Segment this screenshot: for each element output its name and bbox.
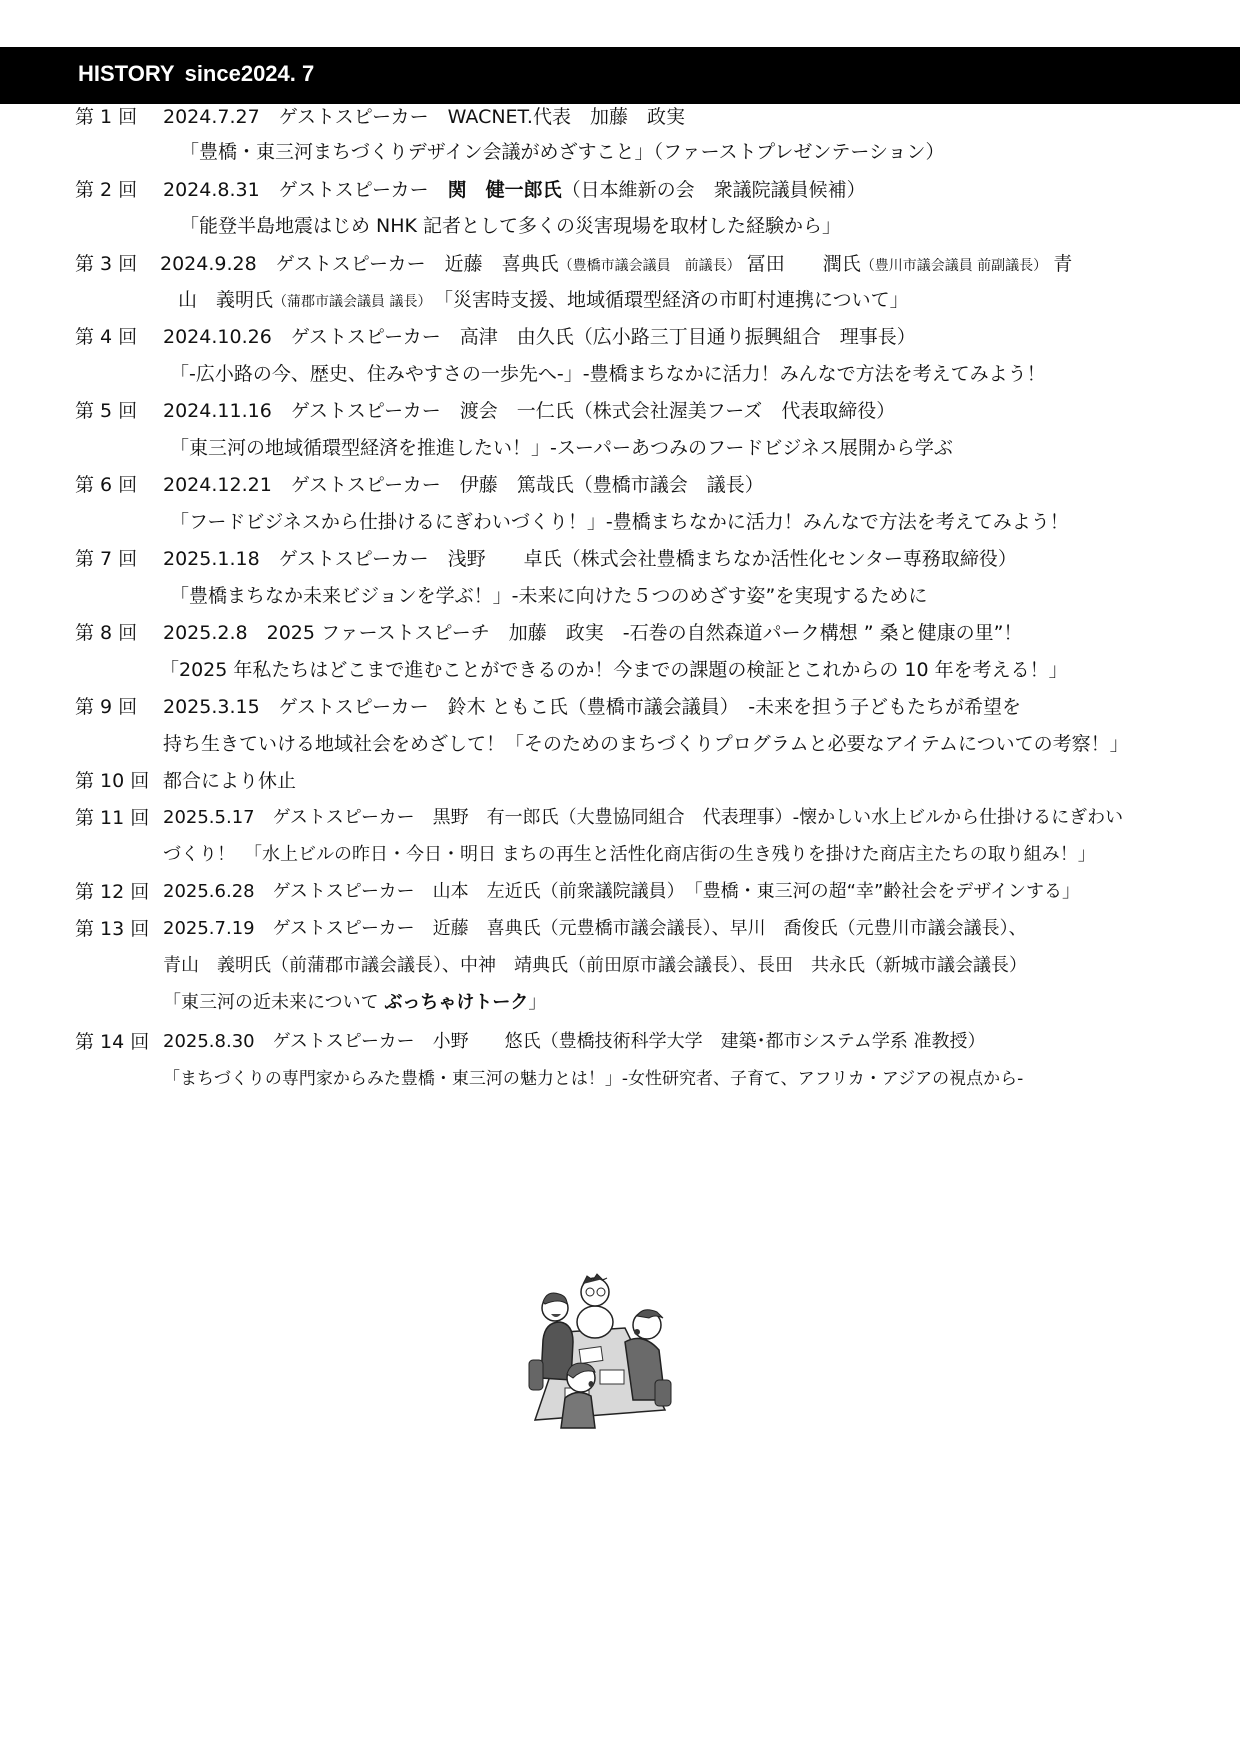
session-number: 第 10 回 xyxy=(75,770,150,792)
session-date: 2025.8.30 xyxy=(163,1031,255,1052)
session-6-topic: 「フードビジネスから仕掛けるにぎわいづくり！」-豊橋まちなかに活力！みんなで方法を考えてみよう！ xyxy=(170,511,1069,533)
session-role: ゲストスピーカー xyxy=(290,474,441,496)
session-role: ゲストスピーカー xyxy=(272,881,415,902)
speaker-affiliation: （大豊協同組合 代表理事）-懐かしい水上ビルから仕掛けるにぎわい xyxy=(558,807,1124,828)
session-detail xyxy=(160,250,1072,280)
session-role: ゲストスピーカー xyxy=(272,918,415,939)
session-subtitle: -石巻の自然森道パーク構想 ” 桑と健康の里”！ xyxy=(622,622,1023,644)
session-role: ゲストスピーカー xyxy=(272,1031,415,1052)
session-role: 2025 ファーストスピーチ xyxy=(266,622,490,644)
session-date: 2025.7.19 xyxy=(163,918,255,939)
session-number: 第 5 回 xyxy=(75,400,138,422)
speaker-name: 浅野 卓氏 xyxy=(447,548,562,570)
session-4-topic: 「-広小路の今、歴史、住みやすさの一歩先へ-」-豊橋まちなかに活力！みんなで方法を考えてみよう！ xyxy=(170,363,1046,385)
session-role: ゲストスピーカー xyxy=(272,807,415,828)
session-number: 第 4 回 xyxy=(75,326,138,348)
speaker-name: 黒野 有一郎氏 xyxy=(432,807,559,828)
speaker-name: 鈴木 ともこ氏 xyxy=(447,696,568,718)
speaker-name: 高津 由久氏 xyxy=(459,326,574,348)
speaker-name: 近藤 喜典氏 xyxy=(432,918,541,939)
session-role: ゲストスピーカー xyxy=(278,106,429,128)
speaker-affiliation: （元豊橋市議会議長）、早川 喬俊氏（元豊川市議会議長）、 xyxy=(540,918,1027,939)
speaker-name: 伊藤 篤哉氏 xyxy=(459,474,574,496)
speaker-name: 小野 悠氏 xyxy=(432,1031,541,1052)
session-detail xyxy=(163,323,916,351)
speaker-affiliation: （前衆議院議員） 「豊橋・東三河の超“幸”齢社会をデザインする」 xyxy=(540,881,1081,902)
chair-icon xyxy=(529,1360,543,1390)
speaker-name: WACNET.代表 加藤 政実 xyxy=(447,106,685,128)
session-detail xyxy=(163,103,685,131)
session-note: 都合により休止 xyxy=(163,770,297,792)
speaker-name-fragment: 青 xyxy=(1053,253,1073,275)
session-detail xyxy=(163,693,1021,721)
session-2-topic: 「能登半島地震はじめ NHK 記者として多くの災害現場を取材した経験から」 xyxy=(180,215,842,237)
session-date: 2024.10.26 xyxy=(163,326,272,348)
session-number: 第 8 回 xyxy=(75,622,138,644)
person-bottom-body xyxy=(561,1392,595,1428)
session-3-line2 xyxy=(178,286,909,316)
session-number: 第 7 回 xyxy=(75,548,138,570)
session-date: 2024.11.16 xyxy=(163,400,272,422)
person-bottom-mouth xyxy=(589,1381,594,1387)
session-role: ゲストスピーカー xyxy=(290,400,441,422)
since-label: since2024. 7 xyxy=(184,61,315,86)
session-1-topic: 「豊橋・東三河まちづくりデザイン会議がめざすこと」（ファーストプレゼンテーション） xyxy=(180,141,945,163)
speaker-affiliation: （豊橋市議会議員 前議長） xyxy=(558,258,741,274)
session-role: ゲストスピーカー xyxy=(290,326,441,348)
session-role: ゲストスピーカー xyxy=(275,253,426,275)
speaker-name: 山本 左近氏 xyxy=(432,881,541,902)
session-detail xyxy=(163,619,1022,647)
session-number: 第 13 回 xyxy=(75,918,150,940)
session-date: 2025.3.15 xyxy=(163,696,260,718)
person-top-body xyxy=(577,1306,613,1338)
session-14-topic: 「まちづくりの専門家からみた豊橋・東三河の魅力とは！」-女性研究者、子育て、アフリカ・アジアの視点から- xyxy=(163,1069,1024,1089)
speaker-affiliation: （豊橋市議会 議長） xyxy=(573,474,764,496)
speaker-name: 近藤 喜典氏 xyxy=(444,253,559,275)
session-number: 第 3 回 xyxy=(75,253,138,275)
history-label: HISTORY xyxy=(78,61,175,86)
session-detail xyxy=(163,397,895,425)
session-date: 2025.1.18 xyxy=(163,548,260,570)
session-topic-end: 」 xyxy=(528,992,547,1013)
session-number: 第 12 回 xyxy=(75,881,150,903)
speaker-affiliation: （株式会社渥美フーズ 代表取締役） xyxy=(573,400,896,422)
speaker-affiliation: （広小路三丁目通り振興組合 理事長） xyxy=(573,326,916,348)
speaker-affiliation: （豊橋市議会議員） -未来を担う子どもたちが希望を xyxy=(567,696,1022,718)
session-detail xyxy=(163,545,1017,573)
session-date: 2025.5.17 xyxy=(163,807,255,828)
session-date: 2025.2.8 xyxy=(163,622,248,644)
speaker-affiliation: （蒲郡市議会議員 議長） xyxy=(273,294,425,310)
speaker-affiliation: （株式会社豊橋まちなか活性化センター専務取締役） xyxy=(561,548,1017,570)
session-detail xyxy=(163,176,866,204)
session-number: 第 2 回 xyxy=(75,179,138,201)
session-topic: 「東三河の近未来について xyxy=(163,992,385,1013)
paper-shape xyxy=(579,1347,603,1364)
session-11-topic: づくり！ 「水上ビルの昨日・今日・明日 まちの再生と活性化商店街の生き残りを掛けた商店主たちの取り組み！」 xyxy=(163,844,1096,865)
session-detail xyxy=(163,804,1123,832)
session-number: 第 1 回 xyxy=(75,106,138,128)
session-number: 第 9 回 xyxy=(75,696,138,718)
speaker-name: 関 健一郎氏 xyxy=(447,179,562,201)
speaker-name: 加藤 政実 xyxy=(508,622,604,644)
session-detail xyxy=(163,1028,986,1056)
session-date: 2025.6.28 xyxy=(163,881,255,902)
history-header-bar xyxy=(0,47,1240,104)
session-detail xyxy=(163,915,1027,943)
session-date: 2024.8.31 xyxy=(163,179,260,201)
speaker-affiliation: （豊橋技術科学大学 建築･都市システム学系 准教授） xyxy=(540,1031,986,1052)
session-role: ゲストスピーカー xyxy=(278,179,429,201)
session-topic-emphasis: ぶっちゃけトーク xyxy=(384,992,529,1013)
session-number: 第 6 回 xyxy=(75,474,138,496)
session-date: 2024.7.27 xyxy=(163,106,260,128)
person-right-hair xyxy=(637,1310,663,1318)
session-9-topic: 持ち生きていける地域社会をめざして！「そのためのまちづくりプログラムと必要なアイテムについての考察！」 xyxy=(163,733,1129,755)
session-detail xyxy=(163,878,1080,906)
session-topic: 「災害時支援、地域循環型経済の市町村連携について」 xyxy=(443,289,909,311)
session-number: 第 14 回 xyxy=(75,1031,150,1053)
session-number: 第 11 回 xyxy=(75,807,150,829)
speaker-affiliation: （日本維新の会 衆議院議員候補） xyxy=(561,179,866,201)
history-title xyxy=(78,61,314,87)
session-13-speakers: 青山 義明氏（前蒲郡市議会議長）、中神 靖典氏（前田原市議会議長）、長田 共永氏（新城市議会議長） xyxy=(163,955,1027,976)
speaker-name: 冨田 潤氏 xyxy=(746,253,861,275)
session-role: ゲストスピーカー xyxy=(278,548,429,570)
session-13-topic xyxy=(163,989,546,1017)
session-date: 2024.9.28 xyxy=(160,253,257,275)
speaker-name: 渡会 一仁氏 xyxy=(459,400,574,422)
session-7-topic: 「豊橋まちなか未来ビジョンを学ぶ！」-未来に向けた５つのめざす姿”を実現するために xyxy=(170,585,928,607)
session-role: ゲストスピーカー xyxy=(278,696,429,718)
speaker-affiliation: （豊川市議会議員 前副議長） xyxy=(860,258,1048,274)
meeting-people-illustration xyxy=(525,1270,675,1430)
session-date: 2024.12.21 xyxy=(163,474,272,496)
session-5-topic: 「東三河の地域循環型経済を推進したい！」-スーパーあつみのフードビジネス展開から学ぶ xyxy=(170,437,953,459)
person-right-mouth xyxy=(634,1329,640,1335)
session-detail xyxy=(163,471,764,499)
session-8-topic: 「2025 年私たちはどこまで進むことができるのか！今までの課題の検証とこれからの 10 年を考える！」 xyxy=(160,659,1068,681)
paper-shape xyxy=(600,1370,624,1384)
speaker-name: 山 義明氏 xyxy=(178,289,274,311)
chair-icon xyxy=(655,1380,671,1406)
